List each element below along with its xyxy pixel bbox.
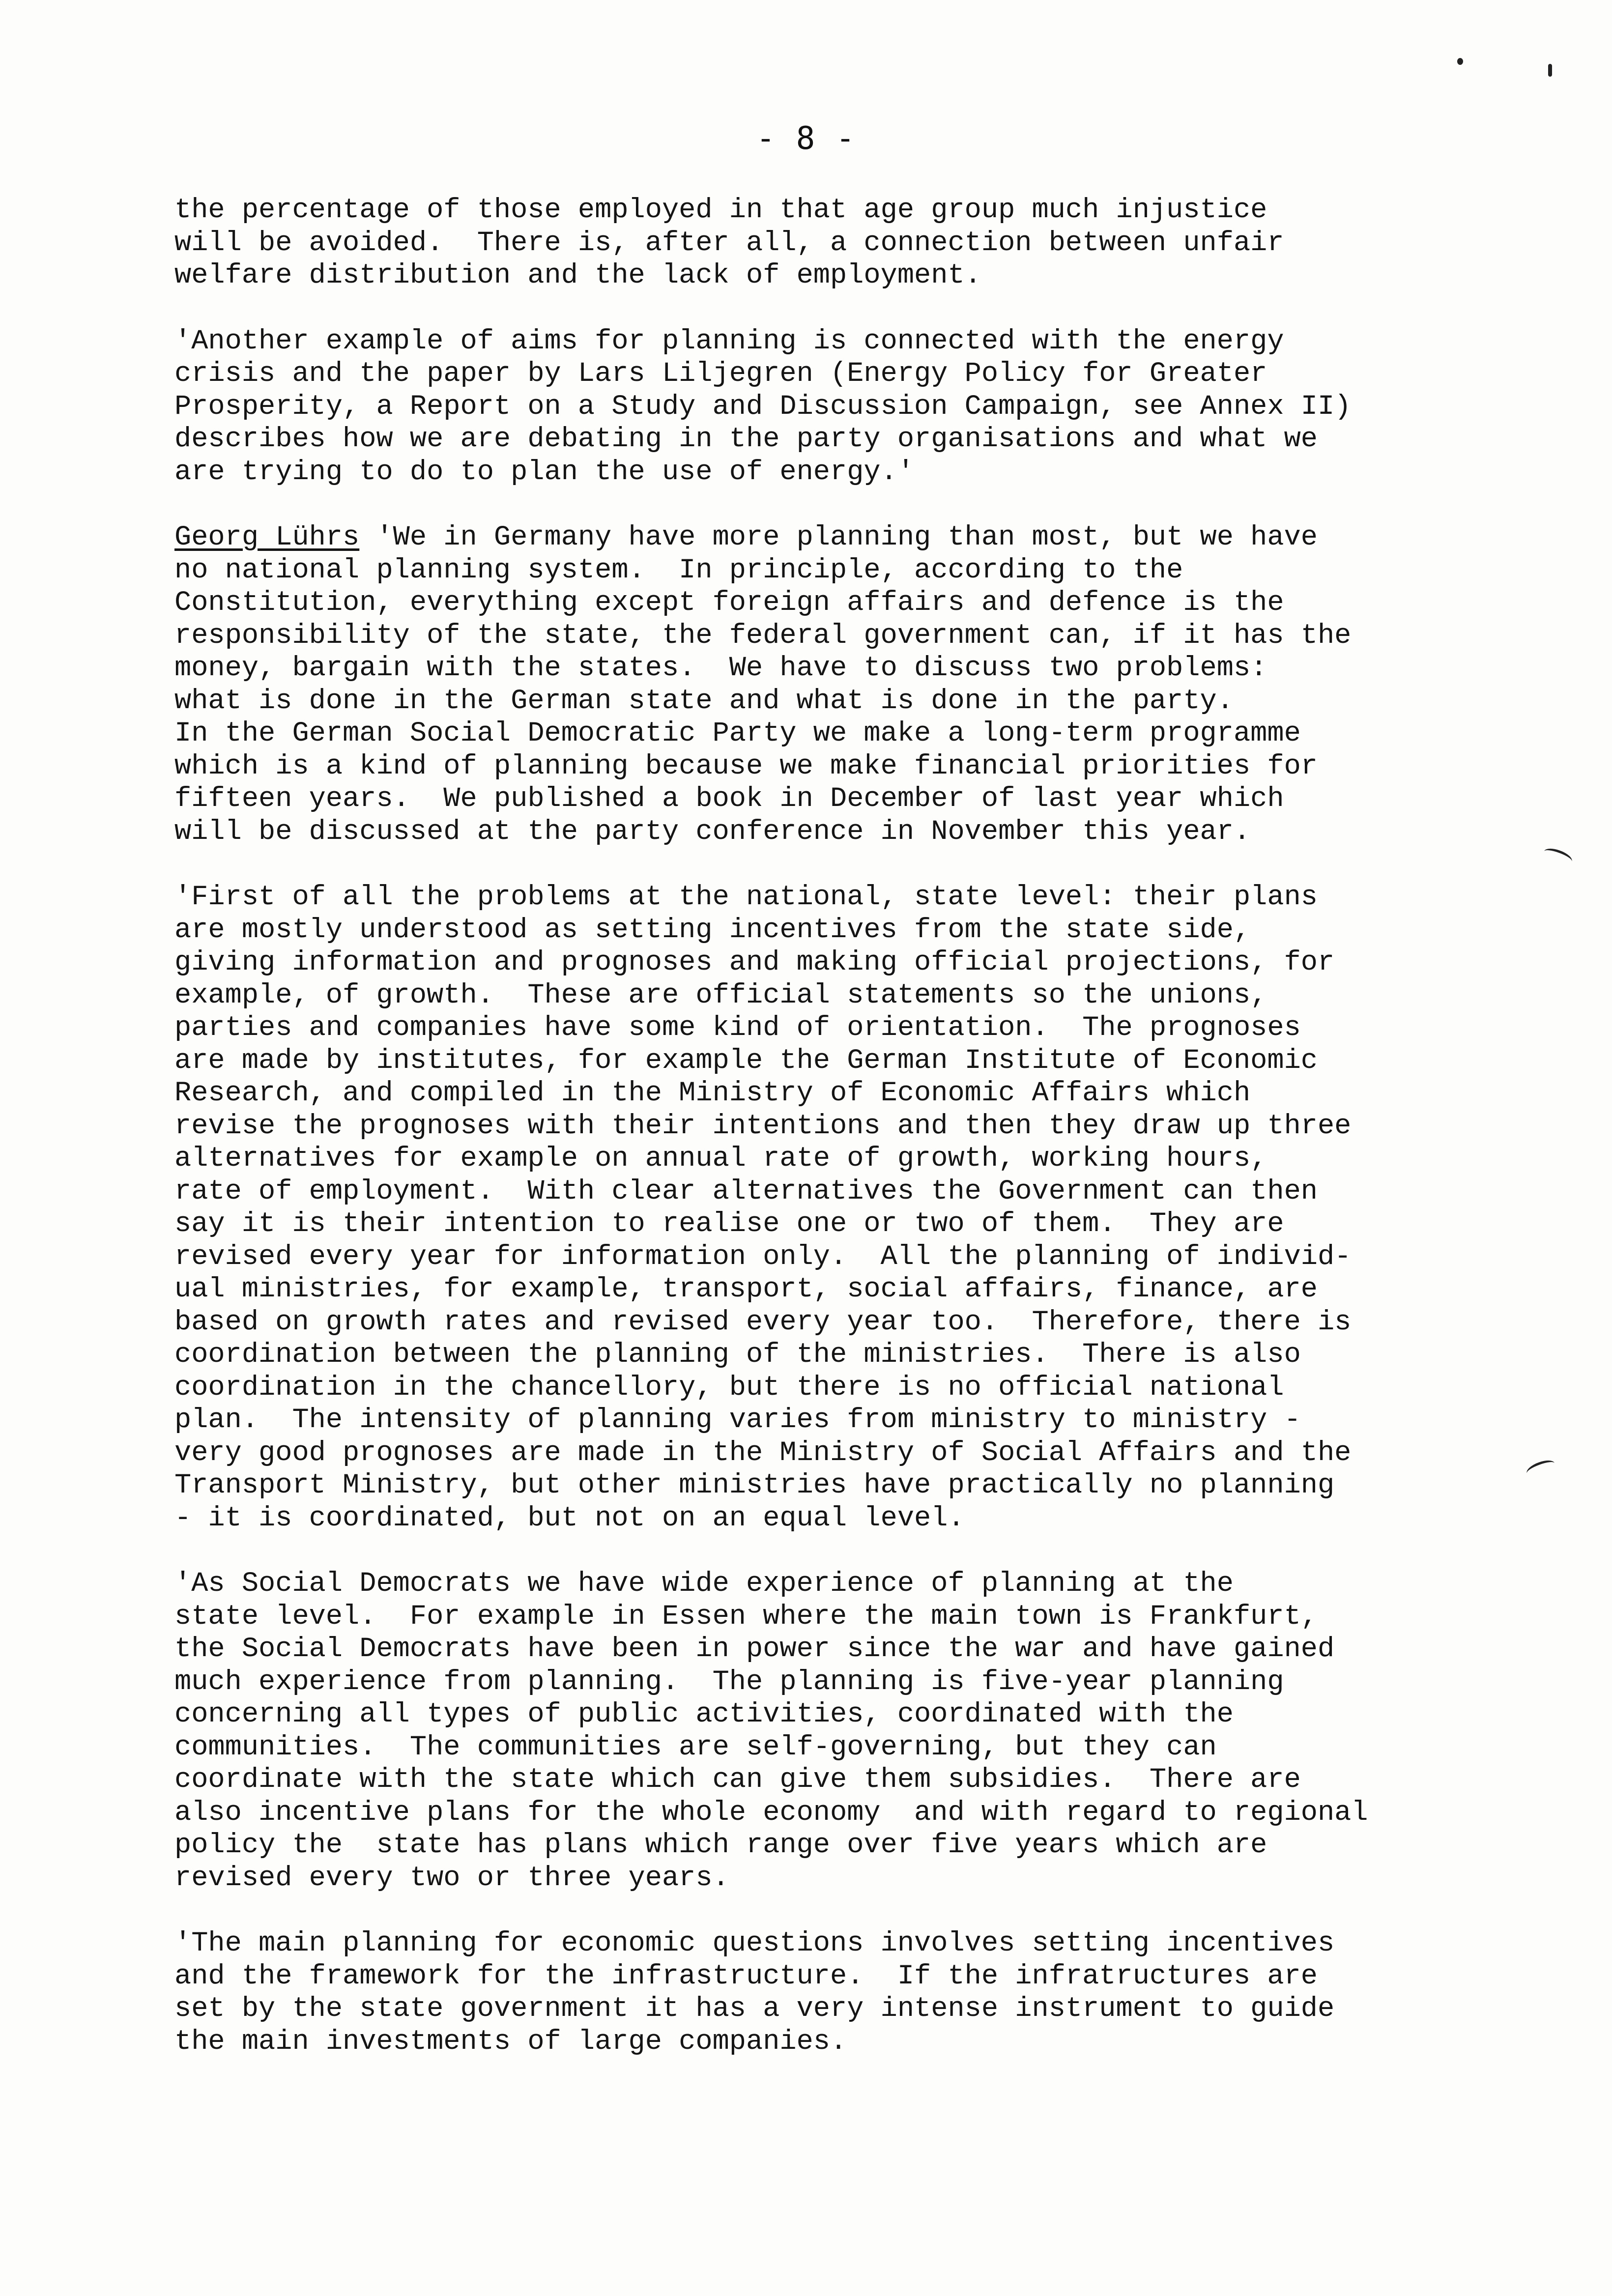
paragraph-line: the percentage of those employed in that age group much injustice [174, 195, 1267, 226]
paragraph-line: Research, and compiled in the Ministry of Economic Affairs which [174, 1078, 1251, 1109]
paragraph-line: parties and companies have some kind of orientation. The prognoses [174, 1012, 1301, 1044]
paragraph-line: state level. For example in Essen where the main town is Frankfurt, [174, 1601, 1318, 1633]
paragraph [174, 1927, 1590, 2058]
paragraph-line: revise the prognoses with their intentions and then they draw up three [174, 1110, 1352, 1142]
paragraph-line: the Social Democrats have been in power since the war and have gained [174, 1634, 1335, 1665]
speaker-statement-start: 'We in Germany have more planning than most, but we have [359, 522, 1318, 553]
paragraph-line: which is a kind of planning because we make financial priorities for [174, 750, 1318, 782]
paragraph-line: Prosperity, a Report on a Study and Discussion Campaign, see Annex II) [174, 391, 1352, 423]
document-body [174, 194, 1590, 2091]
paragraph-line: Constitution, everything except foreign affairs and defence is the [174, 587, 1284, 619]
paragraph-line: Transport Ministry, but other ministries have practically no planning [174, 1470, 1335, 1501]
speaker-name: Georg Lührs [174, 522, 360, 553]
paragraph-line: also incentive plans for the whole economy and with regard to regional [174, 1797, 1368, 1829]
paragraph-line: 'Another example of aims for planning is connected with the energy [174, 325, 1284, 357]
paragraph-line: giving information and prognoses and making official projections, for [174, 947, 1335, 978]
paragraph [174, 881, 1590, 1535]
paragraph-line: money, bargain with the states. We have to discuss two problems: [174, 653, 1267, 684]
paragraph-line: rate of employment. With clear alternatives the Government can then [174, 1176, 1318, 1207]
paragraph-line: responsibility of the state, the federal government can, if it has the [174, 620, 1352, 652]
paragraph-line: very good prognoses are made in the Ministry of Social Affairs and the [174, 1437, 1352, 1469]
paragraph [174, 521, 1590, 848]
paragraph-line: the main investments of large companies. [174, 2026, 847, 2058]
paragraph-line: no national planning system. In principle, according to the [174, 554, 1183, 586]
paragraph-line: coordination between the planning of the ministries. There is also [174, 1339, 1301, 1371]
paragraph [174, 194, 1590, 292]
paragraph-line: much experience from planning. The planning is five-year planning [174, 1666, 1284, 1698]
paragraph-line: 'As Social Democrats we have wide experience of planning at the [174, 1568, 1234, 1600]
paragraph-line: welfare distribution and the lack of employment. [174, 260, 981, 291]
paragraph-line: - it is coordinated, but not on an equal level. [174, 1502, 965, 1534]
paragraph-line: concerning all types of public activities, coordinated with the [174, 1699, 1234, 1730]
paragraph-line: are trying to do to plan the use of energy.' [174, 456, 915, 488]
paragraph-line: 'First of all the problems at the national, state level: their plans [174, 882, 1318, 913]
paragraph-line: ual ministries, for example, transport, social affairs, finance, are [174, 1274, 1318, 1305]
paragraph [174, 325, 1590, 489]
paragraph-line: example, of growth. These are official statements so the unions, [174, 979, 1267, 1011]
paragraph-line: say it is their intention to realise one or two of them. They are [174, 1208, 1284, 1240]
paragraph-line [174, 521, 1590, 554]
paragraph-line: based on growth rates and revised every year too. Therefore, there is [174, 1306, 1352, 1338]
paragraph-line: will be avoided. There is, after all, a connection between unfair [174, 227, 1284, 259]
paragraph-line: plan. The intensity of planning varies from ministry to ministry - [174, 1405, 1301, 1436]
paragraph-line: what is done in the German state and what is done in the party. [174, 685, 1234, 717]
paragraph-line: policy the state has plans which range over five years which are [174, 1830, 1267, 1861]
paragraph-line: are made by institutes, for example the German Institute of Economic [174, 1045, 1318, 1077]
paragraph-line: revised every year for information only. All the planning of individ- [174, 1241, 1352, 1273]
paragraph-line: describes how we are debating in the party organisations and what we [174, 424, 1318, 455]
paragraph-line: fifteen years. We published a book in December of last year which [174, 783, 1284, 815]
paragraph-line: coordination in the chancellory, but there is no official national [174, 1372, 1284, 1404]
paragraph-line: will be discussed at the party conference in November this year. [174, 816, 1251, 848]
scan-speck [1548, 64, 1552, 77]
paragraph-line: are mostly understood as setting incentives from the state side, [174, 914, 1251, 946]
paragraph-line: revised every two or three years. [174, 1862, 729, 1894]
page-number: - 8 - [756, 120, 856, 157]
paragraph-line: crisis and the paper by Lars Liljegren (Energy Policy for Greater [174, 358, 1267, 390]
scan-speck [1457, 58, 1463, 65]
paragraph-line: communities. The communities are self-governing, but they can [174, 1731, 1217, 1763]
paragraph-line: 'The main planning for economic questions involves setting incentives [174, 1928, 1335, 1959]
paragraph-line: set by the state government it has a very intense instrument to guide [174, 1993, 1335, 2025]
paragraph-line: alternatives for example on annual rate of growth, working hours, [174, 1143, 1267, 1175]
paragraph-line: coordinate with the state which can give them subsidies. There are [174, 1764, 1301, 1796]
paragraph-line: and the framework for the infrastructure. If the infratructures are [174, 1960, 1318, 1992]
paragraph [174, 1568, 1590, 1894]
paragraph-line: In the German Social Democratic Party we make a long-term programme [174, 718, 1301, 749]
